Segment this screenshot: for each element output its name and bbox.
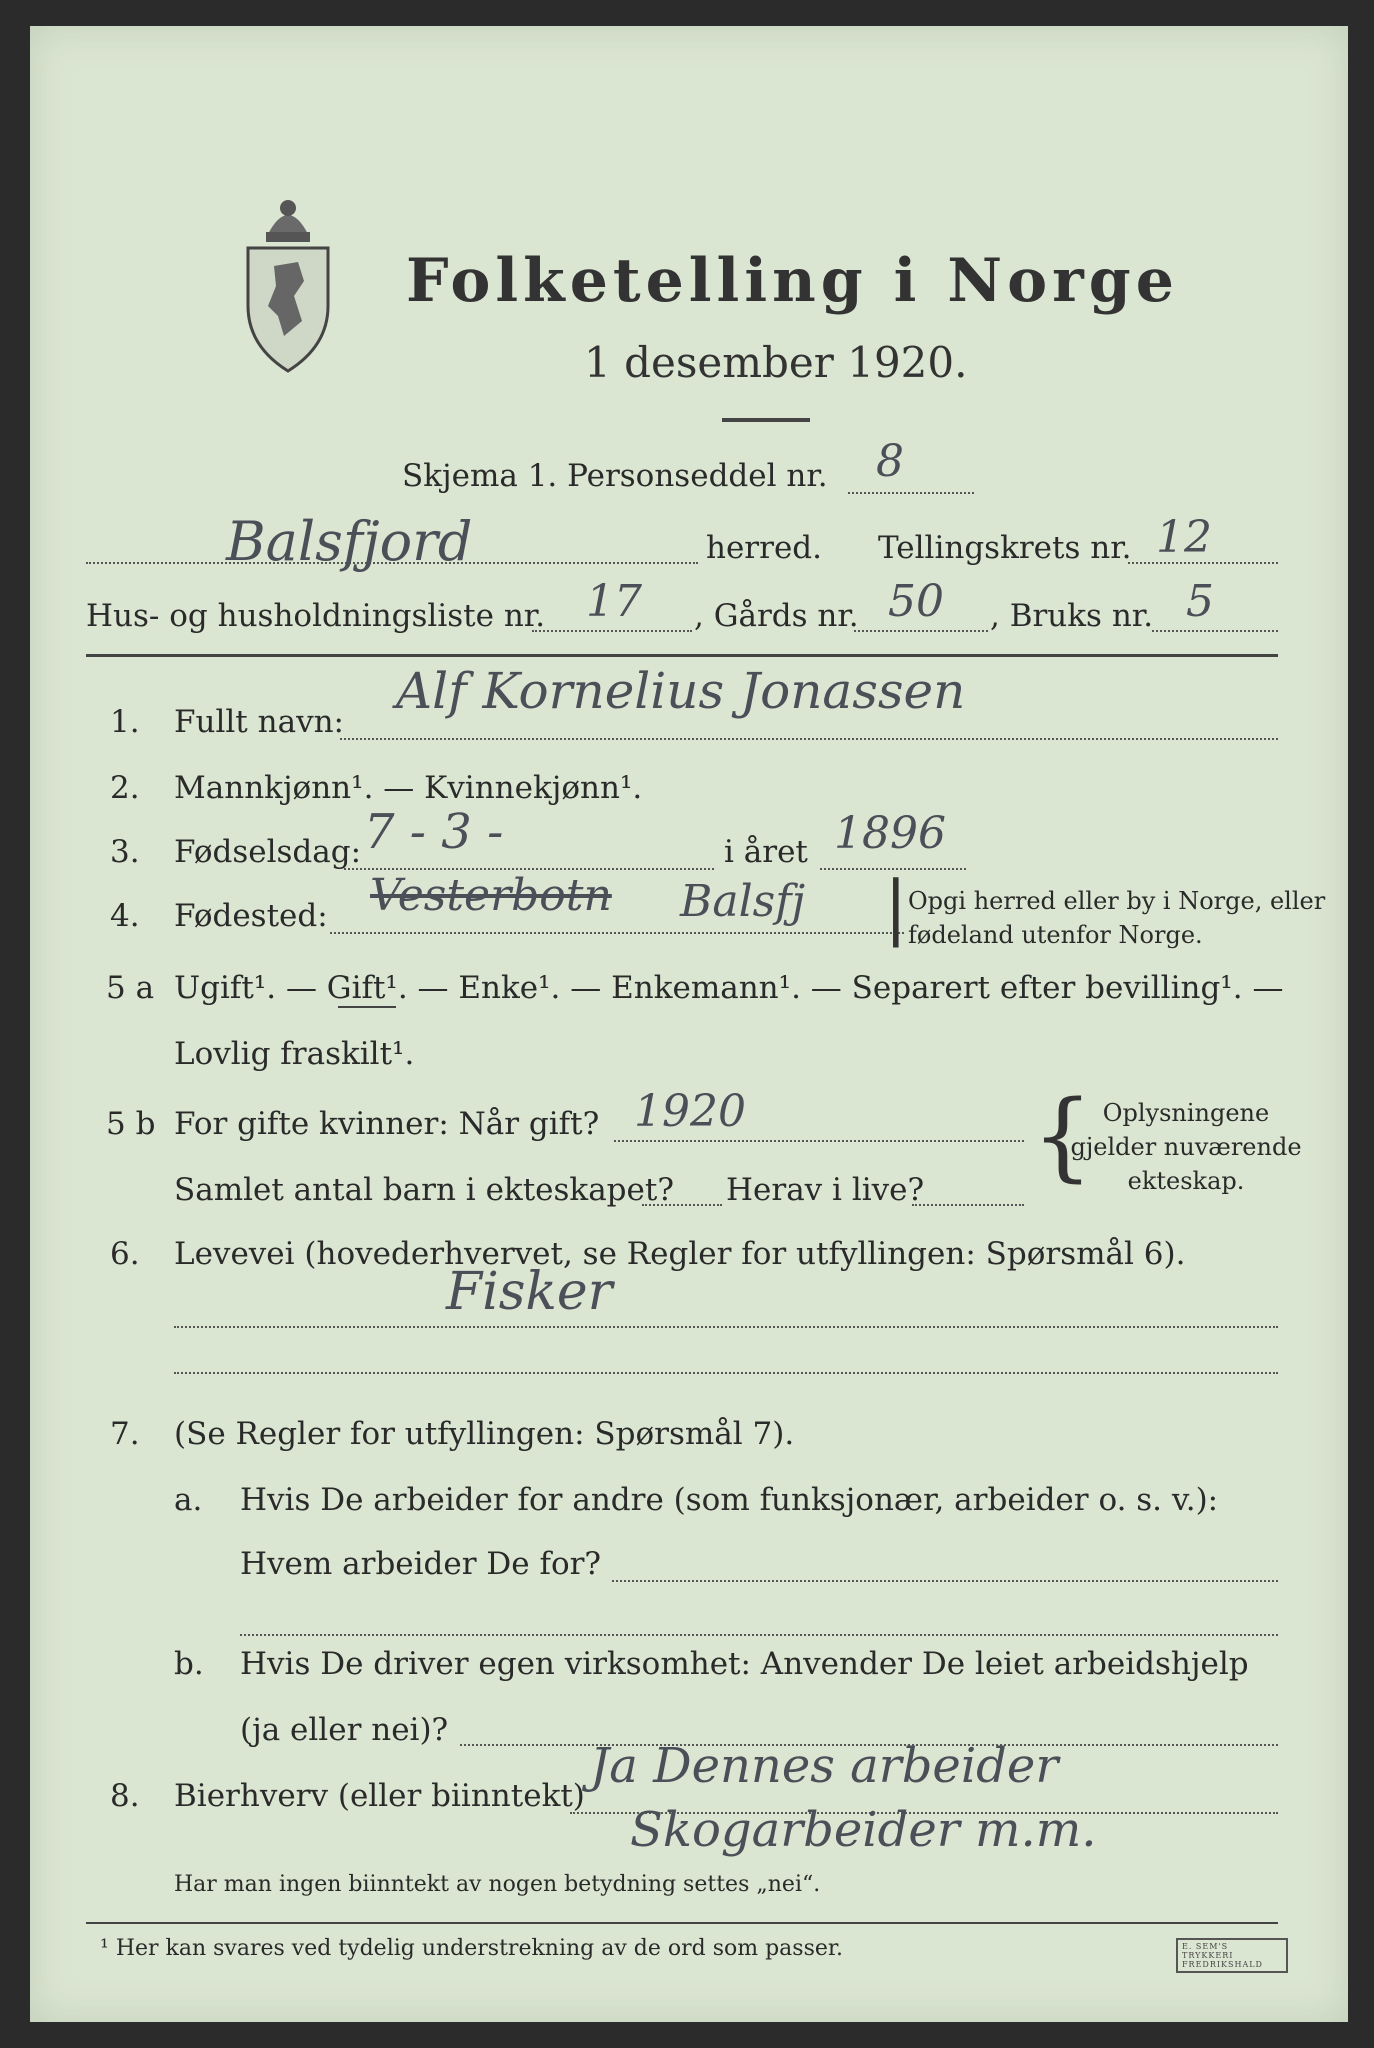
q7a-line2: Hvem arbeider De for? [240, 1546, 602, 1582]
q1-number: 1. [110, 704, 140, 740]
q5b-number: 5 b [106, 1106, 156, 1142]
gards-label: , Gårds nr. [694, 598, 859, 634]
q4-field-line [330, 932, 904, 934]
q5b-alive-label: Herav i live? [726, 1172, 925, 1208]
q5a-line2: Lovlig fraskilt¹. [174, 1036, 415, 1072]
census-form [30, 26, 1348, 2022]
coat-of-arms-icon [238, 186, 338, 376]
q1-value: Alf Kornelius Jonassen [396, 662, 966, 720]
q4-number: 4. [110, 898, 140, 934]
q8-note: Har man ingen biinntekt av nogen betydning settes „nei“. [174, 1872, 821, 1897]
q6-number: 6. [110, 1236, 140, 1272]
q8-value-line1: Ja Dennes arbeider [590, 1738, 1059, 1794]
q7b-line2: (ja eller nei)? [240, 1712, 449, 1748]
gards-value: 50 [888, 576, 944, 627]
herred-value: Balsfjord [226, 510, 473, 573]
q6-field-line-2 [174, 1372, 1278, 1374]
q1-field-line [340, 738, 1278, 740]
q5b-value: 1920 [634, 1086, 746, 1137]
header-divider [86, 654, 1278, 657]
q7-label: (Se Regler for utfyllingen: Spørsmål 7). [174, 1416, 795, 1452]
q6-label: Levevei (hovederhvervet, se Regler for utfyllingen: Spørsmål 6). [174, 1236, 1186, 1272]
q6-field-line-1 [174, 1326, 1278, 1328]
q5b-children-label: Samlet antal barn i ekteskapet? [174, 1172, 674, 1208]
q7a-field-line-2 [240, 1634, 1278, 1636]
footnote: ¹ Her kan svares ved tydelig understrekning av de ord som passer. [100, 1936, 843, 1961]
schema-label: Skjema 1. Personseddel nr. [402, 458, 828, 494]
q2-label: Mannkjønn¹. — Kvinnekjønn¹. [174, 770, 643, 806]
q4-value: Balsfj [680, 876, 806, 927]
q4-label: Fødested: [174, 898, 328, 934]
q5b-children-field-line [642, 1204, 722, 1206]
q3-number: 3. [110, 834, 140, 870]
herred-label: herred. [706, 530, 822, 566]
hus-field-line [532, 630, 692, 632]
schema-value: 8 [876, 436, 904, 487]
q5a-line1: Ugift¹. — Gift¹. — Enke¹. — Enkemann¹. — Separert efter bevilling¹. — [174, 970, 1284, 1006]
q2-number: 2. [110, 770, 140, 806]
q3-year-value: 1896 [834, 808, 946, 859]
tellingskrets-value: 12 [1156, 512, 1212, 563]
q5b-alive-field-line [912, 1204, 1024, 1206]
q7a-field-line-1 [612, 1580, 1278, 1582]
q6-value: Fisker [446, 1262, 613, 1322]
q5a-number: 5 a [106, 970, 155, 1006]
q8-label: Bierhverv (eller biinntekt) [174, 1778, 585, 1814]
hus-label: Hus- og husholdningsliste nr. [86, 598, 546, 634]
q7a-line1: Hvis De arbeider for andre (som funksjonær, arbeider o. s. v.): [240, 1482, 1219, 1518]
q5b-note-bracket: { [1032, 1080, 1094, 1192]
q7a-letter: a. [174, 1482, 203, 1518]
q5b-note: Oplysningene gjelder nuværende ekteskap. [1070, 1099, 1302, 1195]
title-divider [722, 418, 810, 422]
q8-number: 8. [110, 1778, 140, 1814]
q7b-line1: Hvis De driver egen virksomhet: Anvender De leiet arbeidshjelp [240, 1646, 1249, 1682]
footer-divider [86, 1922, 1278, 1924]
q7-number: 7. [110, 1416, 140, 1452]
q3-year-label: i året [724, 834, 808, 870]
q4-note: Opgi herred eller by i Norge, eller fødeland utenfor Norge. [908, 887, 1326, 949]
tellingskrets-label: Tellingskrets nr. [878, 530, 1132, 566]
schema-field-line [848, 492, 974, 494]
form-title: Folketelling i Norge [406, 246, 1179, 316]
q4-struck-value: Vesterbotn [370, 870, 612, 921]
printer-stamp: E. SEM'S TRYKKERI FREDRIKSHALD [1176, 1938, 1288, 1973]
bruks-value: 5 [1186, 576, 1214, 627]
q3-label: Fødselsdag: [174, 834, 362, 870]
bruks-field-line [1152, 630, 1278, 632]
q5b-field-line [614, 1140, 1024, 1142]
hus-value: 17 [586, 576, 642, 627]
q1-label: Fullt navn: [174, 704, 344, 740]
q5b-label: For gifte kvinner: Når gift? [174, 1106, 600, 1142]
q3-value: 7 - 3 - [364, 804, 504, 860]
q4-note-bracket: | [884, 866, 908, 948]
q7b-letter: b. [174, 1646, 204, 1682]
q5a-gift-underline [338, 1006, 396, 1008]
q8-value-line2: Skogarbeider m.m. [630, 1802, 1097, 1858]
gards-field-line [854, 630, 988, 632]
bruks-label: , Bruks nr. [990, 598, 1154, 634]
form-date: 1 desember 1920. [584, 338, 968, 387]
